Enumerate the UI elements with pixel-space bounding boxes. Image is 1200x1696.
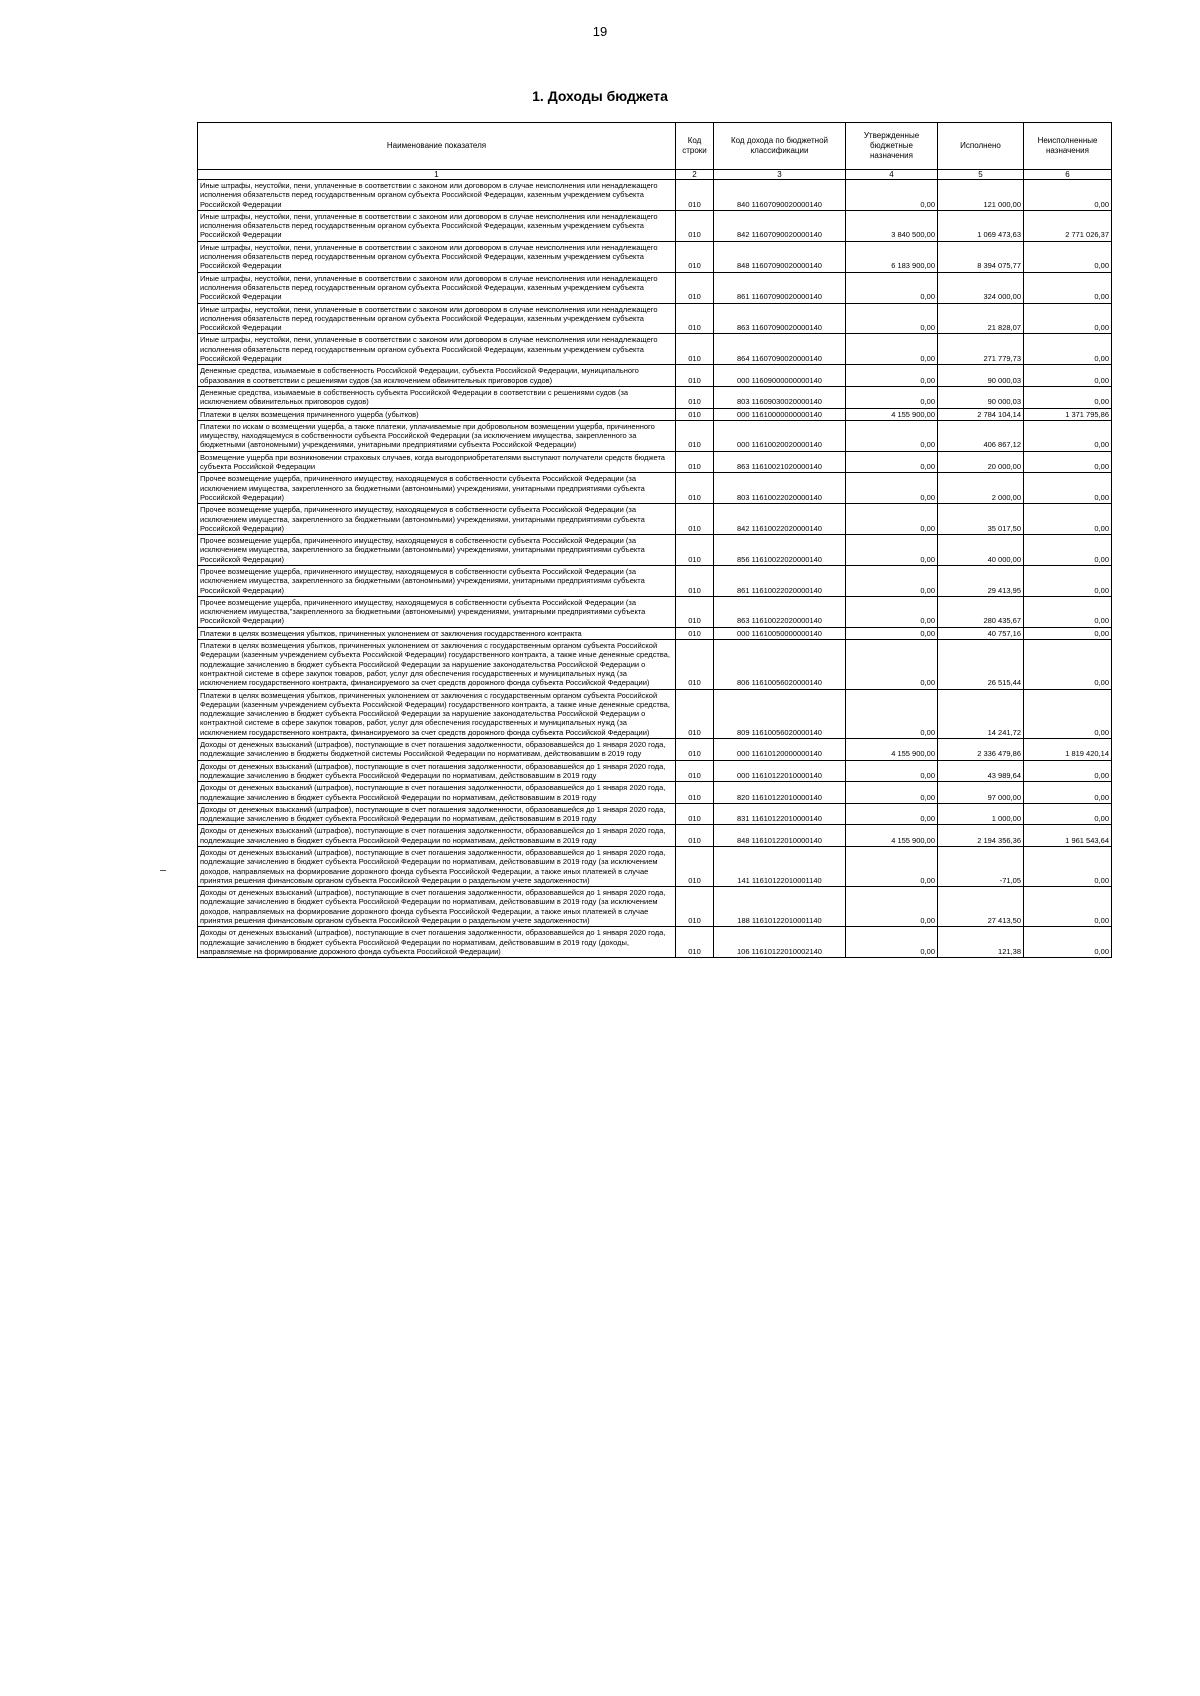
table-row (198, 241, 1112, 272)
row-code-cell: 010 (676, 303, 714, 334)
row-executed-cell: 121,38 (938, 927, 1024, 958)
row-name-cell: Денежные средства, изымаемые в собственность Российской Федерации, субъекта Российской Федерации, муниципального образования в соответствии с решениями судов (за исключением обвинительных приговоров судов) (198, 365, 676, 387)
row-approved-cell: 0,00 (846, 180, 938, 211)
row-approved-cell: 0,00 (846, 887, 938, 927)
row-kbk-cell: 000 11610122010000140 (714, 760, 846, 782)
row-executed-cell: 90 000,03 (938, 386, 1024, 408)
row-unexecuted-cell: 0,00 (1024, 760, 1112, 782)
row-unexecuted-cell: 1 819 420,14 (1024, 739, 1112, 761)
row-unexecuted-cell: 0,00 (1024, 451, 1112, 473)
row-approved-cell: 0,00 (846, 847, 938, 887)
row-name-cell: Прочее возмещение ущерба, причиненного имуществу, находящемуся в собственности субъекта Российской Федерации (за исключением имущества, закрепленного за бюджетными (автономными) учреждениями, унитарными предприятиями субъекта Российской Федерации) (198, 535, 676, 566)
row-code-cell: 010 (676, 739, 714, 761)
table-row (198, 627, 1112, 639)
row-executed-cell: 121 000,00 (938, 180, 1024, 211)
header-row (198, 123, 1112, 170)
row-approved-cell: 0,00 (846, 927, 938, 958)
row-unexecuted-cell: 0,00 (1024, 803, 1112, 825)
row-unexecuted-cell: 0,00 (1024, 473, 1112, 504)
income-table (197, 122, 1112, 958)
table-row (198, 210, 1112, 241)
row-name-cell: Прочее возмещение ущерба, причиненного имуществу, находящемуся в собственности субъекта Российской Федерации (за исключением имущества, закрепленного за бюджетными (автономными) учреждениями, унитарными предприятиями субъекта Российской Федерации) (198, 504, 676, 535)
row-unexecuted-cell: 0,00 (1024, 504, 1112, 535)
row-unexecuted-cell: 0,00 (1024, 887, 1112, 927)
row-approved-cell: 0,00 (846, 627, 938, 639)
row-code-cell: 010 (676, 408, 714, 420)
row-name-cell: Иные штрафы, неустойки, пени, уплаченные в соответствии с законом или договором в случае неисполнения или ненадлежащего исполнения обязательств перед государственным органом субъекта Российской Федерации, казенным учреждением субъекта Российской Федерации (198, 210, 676, 241)
row-approved-cell: 0,00 (846, 334, 938, 365)
row-unexecuted-cell: 0,00 (1024, 927, 1112, 958)
column-header-executed: Исполнено (938, 123, 1024, 170)
row-executed-cell: 8 394 075,77 (938, 241, 1024, 272)
row-unexecuted-cell: 0,00 (1024, 303, 1112, 334)
row-executed-cell: 1 069 473,63 (938, 210, 1024, 241)
row-kbk-cell: 842 11607090020000140 (714, 210, 846, 241)
row-unexecuted-cell: 0,00 (1024, 535, 1112, 566)
row-code-cell: 010 (676, 334, 714, 365)
row-name-cell: Прочее возмещение ущерба, причиненного имуществу, находящемуся в собственности субъекта Российской Федерации (за исключением имущества, закрепленного за бюджетными (автономными) учреждениями, унитарными предприятиями субъекта Российской Федерации) (198, 565, 676, 596)
row-unexecuted-cell: 0,00 (1024, 847, 1112, 887)
column-number: 2 (676, 170, 714, 180)
row-name-cell: Доходы от денежных взысканий (штрафов), поступающие в счет погашения задолженности, образовавшейся до 1 января 2020 года, подлежащие зачислению в бюджеты бюджетной системы Российской Федерации по нормативам, действовавшим в 2019 году (198, 739, 676, 761)
row-unexecuted-cell: 0,00 (1024, 241, 1112, 272)
row-approved-cell: 0,00 (846, 420, 938, 451)
row-executed-cell: 2 336 479,86 (938, 739, 1024, 761)
row-approved-cell: 0,00 (846, 535, 938, 566)
table-row (198, 927, 1112, 958)
row-kbk-cell: 863 11610022020000140 (714, 596, 846, 627)
table-row (198, 420, 1112, 451)
row-unexecuted-cell: 0,00 (1024, 386, 1112, 408)
column-number: 6 (1024, 170, 1112, 180)
row-kbk-cell: 840 11607090020000140 (714, 180, 846, 211)
row-executed-cell: -71,05 (938, 847, 1024, 887)
row-name-cell: Доходы от денежных взысканий (штрафов), поступающие в счет погашения задолженности, образовавшейся до 1 января 2020 года, подлежащие зачислению в бюджет субъекта Российской Федерации по нормативам, действовавшим в 2019 году (198, 803, 676, 825)
table-row (198, 739, 1112, 761)
column-number-row (198, 170, 1112, 180)
row-executed-cell: 20 000,00 (938, 451, 1024, 473)
table-row (198, 180, 1112, 211)
row-approved-cell: 3 840 500,00 (846, 210, 938, 241)
row-approved-cell: 0,00 (846, 272, 938, 303)
row-kbk-cell: 831 11610122010000140 (714, 803, 846, 825)
row-name-cell: Денежные средства, изымаемые в собственность субъекта Российской Федерации в соответствии с решениями судов (за исключением обвинительных приговоров судов) (198, 386, 676, 408)
row-kbk-cell: 000 11610120000000140 (714, 739, 846, 761)
table-row (198, 272, 1112, 303)
row-name-cell: Иные штрафы, неустойки, пени, уплаченные в соответствии с законом или договором в случае неисполнения или ненадлежащего исполнения обязательств перед государственным органом субъекта Российской Федерации, казенным учреждением субъекта Российской Федерации (198, 241, 676, 272)
row-executed-cell: 271 779,73 (938, 334, 1024, 365)
table-row (198, 596, 1112, 627)
row-code-cell: 010 (676, 473, 714, 504)
row-executed-cell: 2 000,00 (938, 473, 1024, 504)
row-executed-cell: 2 194 356,36 (938, 825, 1024, 847)
table-row (198, 365, 1112, 387)
row-unexecuted-cell: 0,00 (1024, 272, 1112, 303)
table-row (198, 386, 1112, 408)
row-approved-cell: 0,00 (846, 596, 938, 627)
row-unexecuted-cell: 1 961 543,64 (1024, 825, 1112, 847)
row-unexecuted-cell: 2 771 026,37 (1024, 210, 1112, 241)
row-code-cell: 010 (676, 847, 714, 887)
row-approved-cell: 0,00 (846, 782, 938, 804)
row-approved-cell: 0,00 (846, 565, 938, 596)
table-row (198, 451, 1112, 473)
section-title: 1. Доходы бюджета (532, 88, 668, 104)
row-unexecuted-cell: 0,00 (1024, 640, 1112, 689)
column-header-kbk: Код дохода по бюджетной классификации (714, 123, 846, 170)
row-code-cell: 010 (676, 420, 714, 451)
row-approved-cell: 6 183 900,00 (846, 241, 938, 272)
row-approved-cell: 0,00 (846, 760, 938, 782)
row-approved-cell: 0,00 (846, 386, 938, 408)
row-kbk-cell: 848 11610122010000140 (714, 825, 846, 847)
column-number: 1 (198, 170, 676, 180)
row-kbk-cell: 863 11607090020000140 (714, 303, 846, 334)
row-unexecuted-cell: 0,00 (1024, 627, 1112, 639)
table-row (198, 334, 1112, 365)
column-header-unexecuted: Неисполненные назначения (1024, 123, 1112, 170)
row-executed-cell: 40 757,16 (938, 627, 1024, 639)
row-code-cell: 010 (676, 565, 714, 596)
row-approved-cell: 4 155 900,00 (846, 408, 938, 420)
row-name-cell: Платежи в целях возмещения причиненного ущерба (убытков) (198, 408, 676, 420)
row-executed-cell: 43 989,64 (938, 760, 1024, 782)
row-executed-cell: 40 000,00 (938, 535, 1024, 566)
row-code-cell: 010 (676, 386, 714, 408)
row-name-cell: Доходы от денежных взысканий (штрафов), поступающие в счет погашения задолженности, образовавшейся до 1 января 2020 года, подлежащие зачислению в бюджет субъекта Российской Федерации по нормативам, действовавшим в 2019 году (198, 825, 676, 847)
row-approved-cell: 0,00 (846, 303, 938, 334)
row-unexecuted-cell: 0,00 (1024, 596, 1112, 627)
row-executed-cell: 27 413,50 (938, 887, 1024, 927)
table-row (198, 565, 1112, 596)
row-executed-cell: 90 000,03 (938, 365, 1024, 387)
row-executed-cell: 406 867,12 (938, 420, 1024, 451)
row-executed-cell: 2 784 104,14 (938, 408, 1024, 420)
row-executed-cell: 35 017,50 (938, 504, 1024, 535)
table-body (198, 180, 1112, 958)
row-kbk-cell: 848 11607090020000140 (714, 241, 846, 272)
row-kbk-cell: 863 11610021020000140 (714, 451, 846, 473)
row-name-cell: Платежи по искам о возмещении ущерба, а также платежи, уплачиваемые при добровольном возмещении ущерба, причиненного имуществу, находящемуся в собственности субъекта Российской Федерации (за исключением имущества, закрепленного за бюджетными (автономными) учреждениями, унитарными предприятиями субъекта Российской Федерации) (198, 420, 676, 451)
row-unexecuted-cell: 0,00 (1024, 420, 1112, 451)
row-approved-cell: 0,00 (846, 803, 938, 825)
row-name-cell: Платежи в целях возмещения убытков, причиненных уклонением от заключения с государственным органом субъекта Российской Федерации (казенным учреждением субъекта Российской Федерации) государственного контракта, а также иные денежные средства, подлежащие зачислению в бюджет субъекта Российской Федерации за нарушение законодательства Российской Федерации о контрактной системе в сфере закупок товаров, работ, услуг для обеспечения государственных и муниципальных нужд (за исключением государственного контракта, финансируемого за счет средств дорожного фонда субъекта Российской Федерации) (198, 640, 676, 689)
row-kbk-cell: 864 11607090020000140 (714, 334, 846, 365)
table-row (198, 535, 1112, 566)
table-row (198, 825, 1112, 847)
table-row (198, 847, 1112, 887)
row-name-cell: Доходы от денежных взысканий (штрафов), поступающие в счет погашения задолженности, образовавшейся до 1 января 2020 года, подлежащие зачислению в бюджет субъекта Российской Федерации по нормативам, действовавшим в 2019 году (за исключением доходов, направляемых на формирование дорожного фонда субъекта Российской Федерации, а также иных платежей в случае принятия решения финансовым органом субъекта Российской Федерации о раздельном учете задолженности) (198, 887, 676, 927)
row-kbk-cell: 000 11610020020000140 (714, 420, 846, 451)
row-approved-cell: 0,00 (846, 689, 938, 738)
row-code-cell: 010 (676, 640, 714, 689)
row-executed-cell: 324 000,00 (938, 272, 1024, 303)
row-kbk-cell: 000 11609000000000140 (714, 365, 846, 387)
row-code-cell: 010 (676, 782, 714, 804)
row-executed-cell: 280 435,67 (938, 596, 1024, 627)
row-approved-cell: 4 155 900,00 (846, 825, 938, 847)
column-header-approved: Утвержденные бюджетные назначения (846, 123, 938, 170)
row-executed-cell: 14 241,72 (938, 689, 1024, 738)
table-row (198, 887, 1112, 927)
row-kbk-cell: 803 11610022020000140 (714, 473, 846, 504)
row-kbk-cell: 861 11607090020000140 (714, 272, 846, 303)
row-approved-cell: 4 155 900,00 (846, 739, 938, 761)
row-name-cell: Прочее возмещение ущерба, причиненного имуществу, находящемуся в собственности субъекта Российской Федерации (за исключением имущества,"закрепленного за бюджетными (автономными) учреждениями, унитарными предприятиями субъекта Российской Федерации) (198, 596, 676, 627)
row-code-cell: 010 (676, 825, 714, 847)
row-unexecuted-cell: 0,00 (1024, 565, 1112, 596)
row-code-cell: 010 (676, 365, 714, 387)
row-name-cell: Доходы от денежных взысканий (штрафов), поступающие в счет погашения задолженности, образовавшейся до 1 января 2020 года, подлежащие зачислению в бюджет субъекта Российской Федерации по нормативам, действовавшим в 2019 году (за исключением доходов, направляемых на формирование дорожного фонда субъекта Российской Федерации, а также иных платежей в случае принятия решения финансовым органом субъекта Российской Федерации о раздельном учете задолженности) (198, 847, 676, 887)
row-kbk-cell: 000 11610000000000140 (714, 408, 846, 420)
row-name-cell: Иные штрафы, неустойки, пени, уплаченные в соответствии с законом или договором в случае неисполнения или ненадлежащего исполнения обязательств перед государственным органом субъекта Российской Федерации, казенным учреждением субъекта Российской Федерации (198, 180, 676, 211)
row-name-cell: Доходы от денежных взысканий (штрафов), поступающие в счет погашения задолженности, образовавшейся до 1 января 2020 года, подлежащие зачислению в бюджет субъекта Российской Федерации по нормативам, действовавшим в 2019 году (198, 782, 676, 804)
row-executed-cell: 26 515,44 (938, 640, 1024, 689)
row-kbk-cell: 141 11610122010001140 (714, 847, 846, 887)
row-executed-cell: 1 000,00 (938, 803, 1024, 825)
table-row (198, 473, 1112, 504)
row-approved-cell: 0,00 (846, 640, 938, 689)
row-name-cell: Прочее возмещение ущерба, причиненного имуществу, находящемуся в собственности субъекта Российской Федерации (за исключением имущества, закрепленного за бюджетными (автономными) учреждениями, унитарными предприятиями субъекта Российской Федерации) (198, 473, 676, 504)
row-code-cell: 010 (676, 803, 714, 825)
row-kbk-cell: 106 11610122010002140 (714, 927, 846, 958)
row-name-cell: Иные штрафы, неустойки, пени, уплаченные в соответствии с законом или договором в случае неисполнения или ненадлежащего исполнения обязательств перед государственным органом субъекта Российской Федерации, казенным учреждением субъекта Российской Федерации (198, 334, 676, 365)
table-row (198, 782, 1112, 804)
row-approved-cell: 0,00 (846, 451, 938, 473)
row-code-cell: 010 (676, 504, 714, 535)
row-unexecuted-cell: 1 371 795,86 (1024, 408, 1112, 420)
row-executed-cell: 97 000,00 (938, 782, 1024, 804)
row-kbk-cell: 861 11610022020000140 (714, 565, 846, 596)
row-name-cell: Возмещение ущерба при возникновении страховых случаев, когда выгодоприобретателями выступают получатели средств бюджета субъекта Российской Федерации (198, 451, 676, 473)
row-code-cell: 010 (676, 627, 714, 639)
row-code-cell: 010 (676, 451, 714, 473)
row-kbk-cell: 842 11610022020000140 (714, 504, 846, 535)
row-approved-cell: 0,00 (846, 504, 938, 535)
column-header-name: Наименование показателя (198, 123, 676, 170)
row-approved-cell: 0,00 (846, 473, 938, 504)
row-kbk-cell: 000 11610050000000140 (714, 627, 846, 639)
table-row (198, 408, 1112, 420)
row-unexecuted-cell: 0,00 (1024, 689, 1112, 738)
row-code-cell: 010 (676, 887, 714, 927)
table-row (198, 640, 1112, 689)
row-executed-cell: 29 413,95 (938, 565, 1024, 596)
row-kbk-cell: 803 11609030020000140 (714, 386, 846, 408)
row-code-cell: 010 (676, 210, 714, 241)
row-unexecuted-cell: 0,00 (1024, 334, 1112, 365)
income-table-wrapper (197, 122, 1111, 958)
row-name-cell: Платежи в целях возмещения убытков, причиненных уклонением от заключения с государственным органом субъекта Российской Федерации (казенным учреждением субъекта Российской Федерации) государственного контракта, а также иные денежные средства, подлежащие зачислению в бюджет субъекта Российской Федерации за нарушение законодательства Российской Федерации о контрактной системе в сфере закупок товаров, работ, услуг для обеспечения государственных и муниципальных нужд (за исключением государственного контракта, финансируемого за счет средств дорожного фонда субъекта Российской Федерации) (198, 689, 676, 738)
table-row (198, 760, 1112, 782)
table-row (198, 504, 1112, 535)
row-code-cell: 010 (676, 596, 714, 627)
table-row (198, 689, 1112, 738)
column-number: 3 (714, 170, 846, 180)
row-name-cell: Иные штрафы, неустойки, пени, уплаченные в соответствии с законом или договором в случае неисполнения или ненадлежащего исполнения обязательств перед государственным органом субъекта Российской Федерации, казенным учреждением субъекта Российской Федерации (198, 272, 676, 303)
row-kbk-cell: 806 11610056020000140 (714, 640, 846, 689)
row-code-cell: 010 (676, 760, 714, 782)
row-approved-cell: 0,00 (846, 365, 938, 387)
row-unexecuted-cell: 0,00 (1024, 365, 1112, 387)
column-number: 5 (938, 170, 1024, 180)
row-executed-cell: 21 828,07 (938, 303, 1024, 334)
column-header-code: Код строки (676, 123, 714, 170)
row-kbk-cell: 856 11610022020000140 (714, 535, 846, 566)
row-name-cell: Платежи в целях возмещения убытков, причиненных уклонением от заключения государственного контракта (198, 627, 676, 639)
row-code-cell: 010 (676, 689, 714, 738)
row-kbk-cell: 820 11610122010000140 (714, 782, 846, 804)
row-code-cell: 010 (676, 272, 714, 303)
row-code-cell: 010 (676, 180, 714, 211)
row-code-cell: 010 (676, 241, 714, 272)
row-code-cell: 010 (676, 535, 714, 566)
row-name-cell: Доходы от денежных взысканий (штрафов), поступающие в счет погашения задолженности, образовавшейся до 1 января 2020 года, подлежащие зачислению в бюджет субъекта Российской Федерации по нормативам, действовавшим в 2019 году (доходы, направляемые на формирование дорожного фонда субъекта Российской Федерации) (198, 927, 676, 958)
table-row (198, 303, 1112, 334)
column-number: 4 (846, 170, 938, 180)
row-unexecuted-cell: 0,00 (1024, 180, 1112, 211)
page-number: 19 (592, 24, 608, 39)
table-row (198, 803, 1112, 825)
margin-mark (160, 870, 166, 871)
row-name-cell: Доходы от денежных взысканий (штрафов), поступающие в счет погашения задолженности, образовавшейся до 1 января 2020 года, подлежащие зачислению в бюджет субъекта Российской Федерации по нормативам, действовавшим в 2019 году (198, 760, 676, 782)
row-kbk-cell: 809 11610056020000140 (714, 689, 846, 738)
row-name-cell: Иные штрафы, неустойки, пени, уплаченные в соответствии с законом или договором в случае неисполнения или ненадлежащего исполнения обязательств перед государственным органом субъекта Российской Федерации, казенным учреждением субъекта Российской Федерации (198, 303, 676, 334)
row-unexecuted-cell: 0,00 (1024, 782, 1112, 804)
row-kbk-cell: 188 11610122010001140 (714, 887, 846, 927)
row-code-cell: 010 (676, 927, 714, 958)
